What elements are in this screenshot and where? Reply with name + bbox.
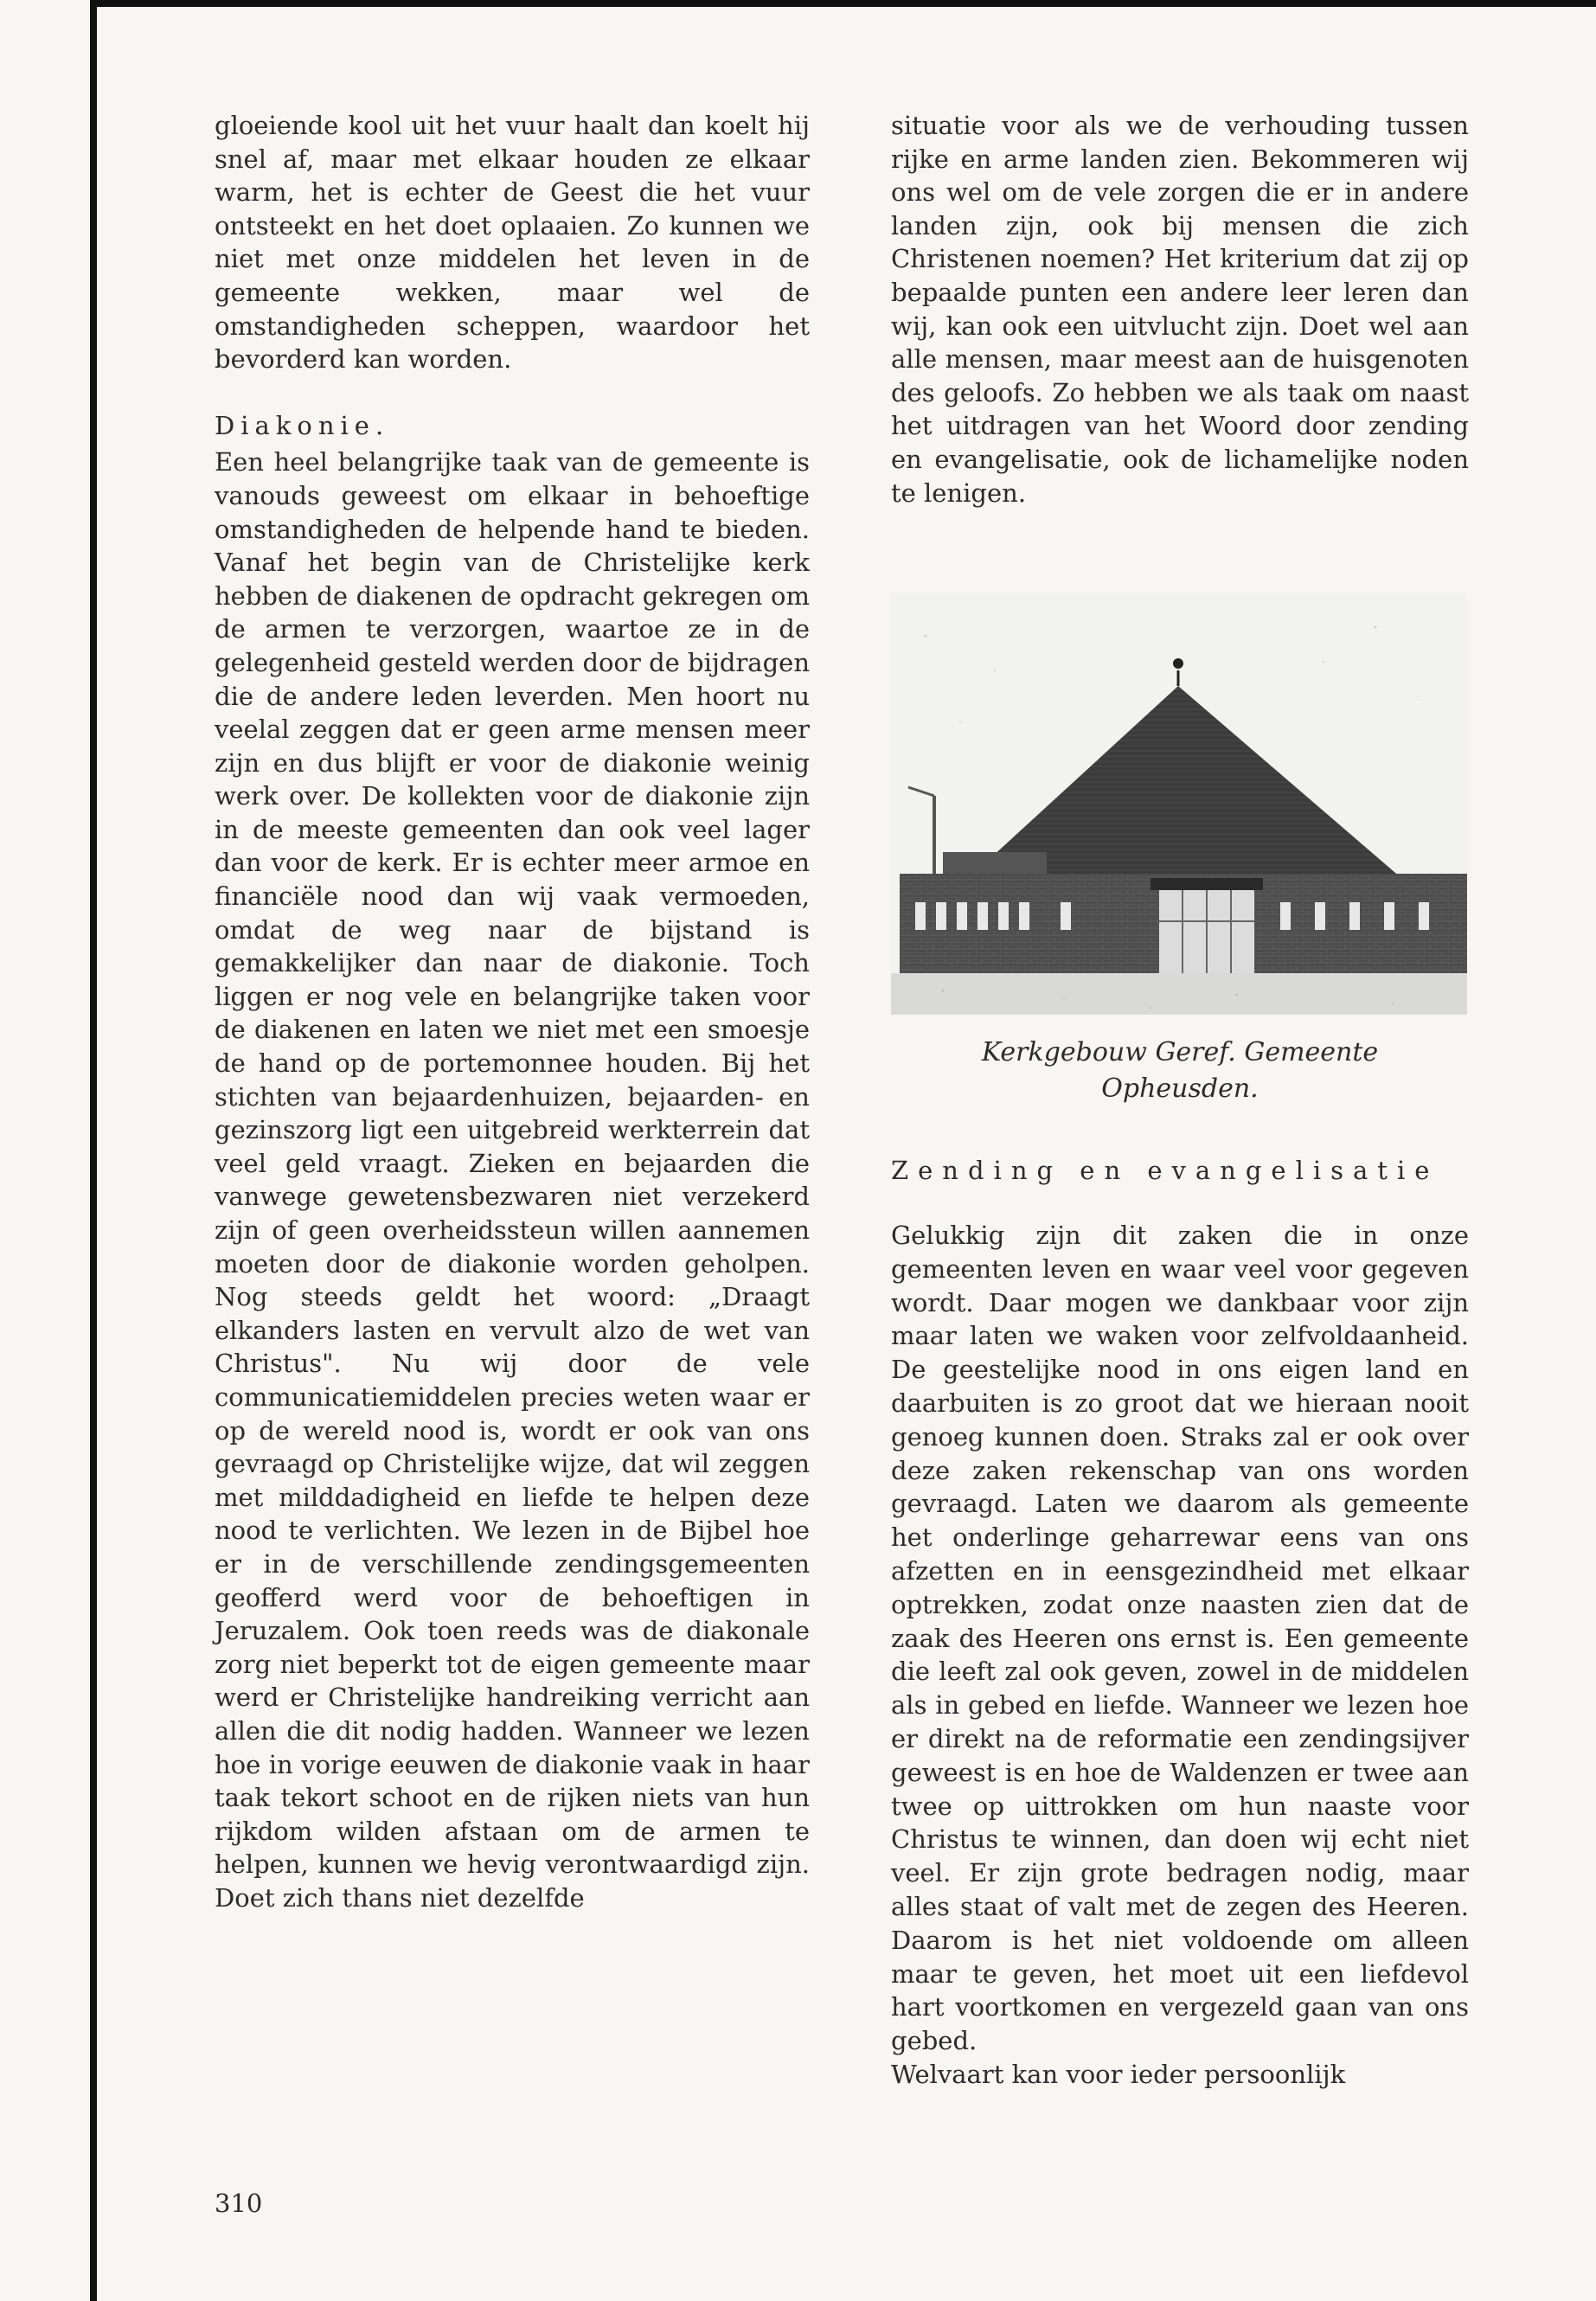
page-number: 310 <box>215 2189 263 2218</box>
right-paragraph-2: Gelukkig zijn dit zaken die in onze gemeenten leven en waar veel voor gegeven wordt. Daar mogen we dankbaar voor zijn maar laten we waken voor zelfvoldaanheid. De geestelijke nood in ons eigen land en daarbuiten is zo groot dat we hieraan nooit genoeg kunnen doen. Straks zal er ook over deze zaken rekenschap van ons worden gevraagd. Laten we daarom als gemeente het onderlinge geharrewar eens van ons afzetten en in eensgezindheid met elkaar optrekken, zodat onze naasten zien dat de zaak des Heeren ons ernst is. Een gemeente die leeft zal ook geven, zowel in de middelen als in gebed en liefde. Wanneer we lezen hoe er direkt na de reformatie een zendingsijver geweest is en hoe de Waldenzen er twee aan twee op uittrokken om hun naaste voor Christus te winnen, dan doen wij echt niet veel. Er zijn grote bedragen nodig, maar alles staat of valt met de zegen des Heeren. Daarom is het niet voldoende om alleen maar te geven, het moet uit een liefdevol hart voortkomen en vergezeld gaan van ons gebed. <box>891 1221 1469 2056</box>
caption-line-1: Kerkgebouw Geref. Gemeente <box>981 1037 1379 1067</box>
scan-border-top <box>90 0 1596 7</box>
scan-border-left <box>90 0 97 2301</box>
church-building-illustration <box>891 593 1467 1015</box>
right-paragraph-3: Welvaart kan voor ieder persoonlijk <box>891 2059 1346 2089</box>
right-paragraph-1: situatie voor als we de verhouding tussen rijke en arme landen zien. Bekommeren wij ons wel om de vele zorgen die er in andere landen zijn, ook bij mensen die zich Christenen noemen? Het kriterium dat zij op bepaalde punten een andere leer leren dan wij, kan ook een uitvlucht zijn. Doet wel aan alle mensen, maar meest aan de huisgenoten des geloofs. Zo hebben we als taak om naast het uitdragen van het Woord door zending en evangelisatie, ook de lichamelijke noden te lenigen. <box>891 111 1469 508</box>
church-photo <box>891 593 1467 1015</box>
section-heading-diakonie: Diakonie. <box>215 410 390 440</box>
right-column-bottom <box>891 1219 1469 2092</box>
ground <box>891 973 1467 1015</box>
caption-line-2: Opheusden. <box>1101 1074 1259 1104</box>
roof-finial <box>1173 658 1183 669</box>
left-paragraph-2: Een heel belangrijke taak van de gemeente is vanouds geweest om elkaar in behoeftige omstandigheden de helpende hand te bieden. Vanaf het begin van de Christelijke kerk hebben de diakenen de opdracht gekregen om de armen te verzorgen, waartoe ze in de gelegenheid gesteld werden door de bijdragen die de andere leden leverden. Men hoort nu veelal zeggen dat er geen arme mensen meer zijn en dus blijft er voor de diakonie weinig werk over. De kollekten voor de diakonie zijn in de meeste gemeenten dan ook veel lager dan voor de kerk. Er is echter meer armoe en financiële nood dan wij vaak vermoeden, omdat de weg naar de bijstand is gemakkelijker dan naar de diakonie. Toch liggen er nog vele en belangrijke taken voor de diakenen en laten we niet met een smoesje de hand op de portemonnee houden. Bij het stichten van bejaardenhuizen, bejaarden- en gezinszorg ligt een uitgebreid werkterrein dat veel geld vraagt. Zieken en bejaarden die vanwege gewetensbezwaren niet verzekerd zijn of geen overheidssteun willen aannemen moeten door de diakonie worden geholpen. Nog steeds geldt het woord: „Draagt elkanders lasten en vervult alzo de wet van Christus". Nu wij door de vele communicatiemiddelen precies weten waar er op de wereld nood is, wordt er ook van ons gevraagd op Christelijke wijze, dat wil zeggen met milddadigheid en liefde te helpen deze nood te verlichten. We lezen in de Bijbel hoe er in de verschillende zendingsgemeenten geofferd werd voor de behoeftigen in Jeruzalem. Ook toen reeds was de diakonale zorg niet beperkt tot de eigen gemeente maar werd er Christelijke handreiking verricht aan allen die dit nodig hadden. Wanneer we lezen hoe in vorige eeuwen de diakonie vaak in haar taak tekort schoot en de rijken niets van hun rijkdom wilden afstaan om de armen te helpen, kunnen we hevig verontwaardigd zijn. Doet zich thans niet dezelfde <box>215 447 810 1913</box>
left-paragraph-1: gloeiende kool uit het vuur haalt dan koelt hij snel af, maar met elkaar houden ze elkaar warm, het is echter de Geest die het vuur ontsteekt en het doet oplaaien. Zo kunnen we niet met onze middelen het leven in de gemeente wekken, maar wel de omstandigheden scheppen, waardoor het bevorderd kan worden. <box>215 111 810 375</box>
section-heading-zending: Zending en evangelisatie <box>891 1156 1439 1185</box>
entrance-canopy <box>1151 878 1263 890</box>
right-column-top <box>891 109 1469 510</box>
left-column <box>215 109 810 1914</box>
photo-caption <box>891 1035 1469 1107</box>
